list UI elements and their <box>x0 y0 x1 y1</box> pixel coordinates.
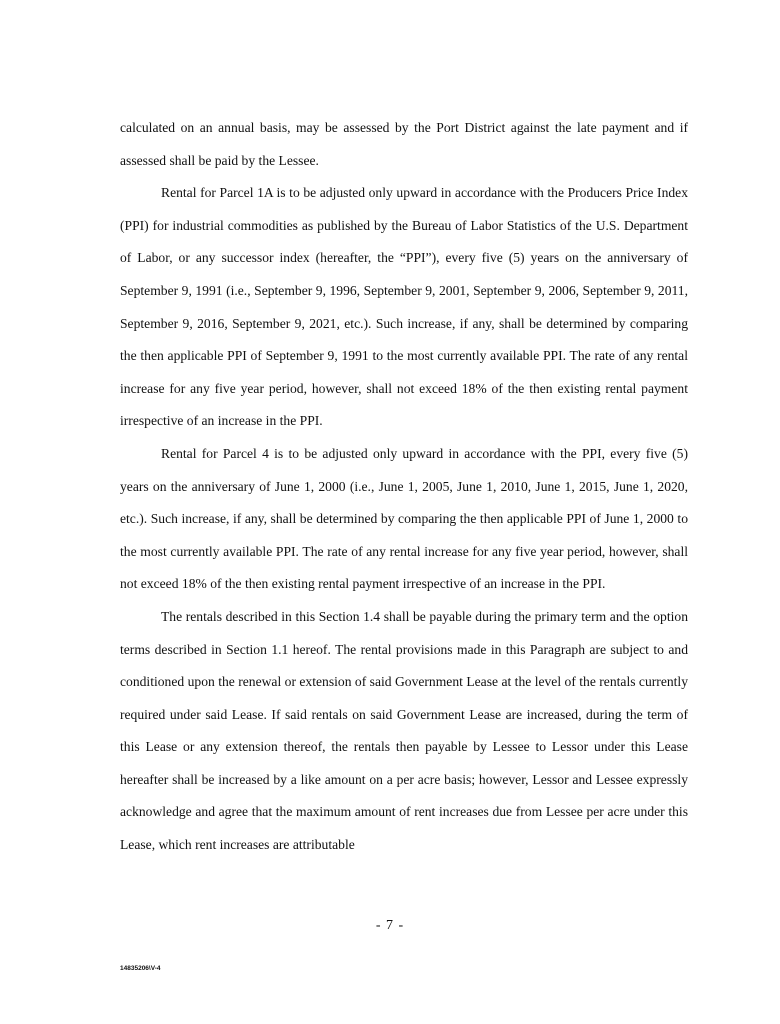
paragraph-parcel-1a-rental: Rental for Parcel 1A is to be adjusted only upward in accordance with the Producers Price Index (PPI) for industrial commodities as published by the Bureau of Labor Statistics of the U.S. Department of Labor, or any successor index (hereafter, the “PPI”), every five (5) years on the anniversary of September 9, 1991 (i.e., September 9, 1996, September 9, 2001, September 9, 2006, September 9, 2011, September 9, 2016, September 9, 2021, etc.). Such increase, if any, shall be determined by comparing the then applicable PPI of September 9, 1991 to the most currently available PPI. The rate of any rental increase for any five year period, however, shall not exceed 18% of the then existing rental payment irrespective of an increase in the PPI. <box>120 185 688 429</box>
paragraph-late-payment: calculated on an annual basis, may be assessed by the Port District against the late payment and if assessed shall be paid by the Lessee. <box>120 120 688 168</box>
paragraph-rentals-section-1-4: The rentals described in this Section 1.4 shall be payable during the primary term and the option terms described in Section 1.1 hereof. The rental provisions made in this Paragraph are subject to and conditioned upon the renewal or extension of said Government Lease at the level of the rentals currently required under said Lease. If said rentals on said Government Lease are increased, during the term of this Lease or any extension thereof, the rentals then payable by Lessee to Lessor under this Lease hereafter shall be increased by a like amount on a per acre basis; however, Lessor and Lessee expressly acknowledge and agree that the maximum amount of rent increases due from Lessee per acre under this Lease, which rent increases are attributable <box>120 608 688 853</box>
paragraph-parcel-4-rental: Rental for Parcel 4 is to be adjusted only upward in accordance with the PPI, every five (5) years on the anniversary of June 1, 2000 (i.e., June 1, 2005, June 1, 2010, June 1, 2015, June 1, 2020, etc.). Such increase, if any, shall be determined by comparing the then applicable PPI of June 1, 2000 to the most currently available PPI. The rate of any rental increase for any five year period, however, shall not exceed 18% of the then existing rental payment irrespective of an increase in the PPI. <box>120 445 688 592</box>
page-number: - 7 - <box>375 918 405 933</box>
document-id: 14835206\V-4 <box>120 965 161 972</box>
document-body <box>120 112 688 862</box>
